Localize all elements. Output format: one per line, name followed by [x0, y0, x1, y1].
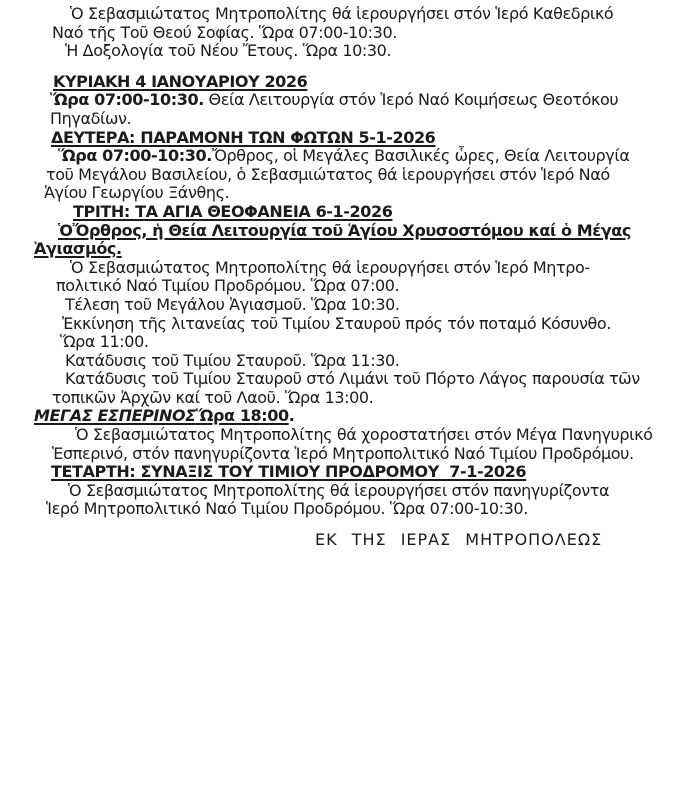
- text-run: τοῦ Μεγάλου Βασιλείου, ὁ Σεβασμιώτατος θά ἱερουργήσει στόν Ἱερό Ναό: [46, 164, 610, 184]
- paragraph-line: [50, 110, 656, 129]
- heading-monday-5-january: [51, 129, 656, 148]
- text-run: ΜΕΓΑΣ ΕΣΠΕΡΙΝΟΣ: [34, 406, 196, 426]
- paragraph-line: [65, 42, 656, 61]
- paragraph-line: [70, 5, 656, 24]
- paragraph-line: [52, 445, 656, 464]
- paragraph-line: [60, 333, 656, 352]
- heading-sunday-4-january: [53, 73, 656, 92]
- paragraph-line: [52, 24, 656, 43]
- text-run: ΕΚ ΤΗΣ ΙΕΡΑΣ ΜΗΤΡΟΠΟΛΕΩΣ: [315, 530, 603, 550]
- paragraph-line: [75, 426, 656, 445]
- text-run: Ὄρθρος, οἱ Μεγάλες Βασιλικές ὧρες, Θεία Λειτουργία: [211, 146, 630, 166]
- heading-orthros-agiasmos-cont: [34, 240, 656, 259]
- text-run: Θεία Λειτουργία στόν Ἱερό Ναό Κοιμήσεως Θεοτόκου: [203, 90, 619, 110]
- text-run: ΚΥΡΙΑΚΗ 4 ΙΑΝΟΥΑΡΙΟΥ 2026: [53, 71, 308, 91]
- paragraph-line: [56, 277, 656, 296]
- schedule-text: [34, 5, 656, 550]
- text-run: Ὥρα 07:00-10:30.: [58, 146, 212, 166]
- text-run: Ὁ Σεβασμιώτατος Μητροπολίτης θά ἱερουργήσει στόν Ἱερό Μητρο-: [70, 257, 590, 277]
- text-run: Ὥρα 11:00.: [60, 332, 149, 352]
- closing-line: [315, 531, 656, 550]
- text-run: Πηγαδίων.: [50, 108, 132, 128]
- text-run: Ὥρα 18:00: [195, 406, 289, 426]
- heading-tuesday-6-january: [73, 203, 656, 222]
- text-run: .: [288, 406, 295, 426]
- text-run: ΔΕΥΤΕΡΑ: ΠΑΡΑΜΟΝΗ ΤΩΝ ΦΩΤΩΝ 5-1-2026: [51, 127, 436, 147]
- text-run: Ἡ Δοξολογία τοῦ Νέου Ἔτους. Ὥρα 10:30.: [65, 41, 392, 61]
- paragraph-line: [70, 259, 656, 278]
- text-run: Ἑσπερινό, στόν πανηγυρίζοντα Ἱερό Μητροπολιτικό Ναό Τιμίου Προδρόμου.: [52, 443, 634, 463]
- text-run: τοπικῶν Ἀρχῶν καί τοῦ Λαοῦ. Ὥρα 13:00.: [52, 387, 374, 407]
- text-run: Ναό τῆς Τοῦ Θεού Σοφίας. Ὥρα 07:00-10:30.: [52, 22, 397, 42]
- text-run: ὉὌρθρος, ἡ Θεία Λειτουργία τοῦ Ἁγίου Χρυσοστόμου καί ὁ Μέγας: [58, 220, 631, 240]
- heading-wednesday-7-january: [51, 463, 656, 482]
- paragraph-line: [52, 389, 656, 408]
- text-run: Ὁ Σεβασμιώτατος Μητροπολίτης θά χοροστατήσει στόν Μέγα Πανηγυρικό: [75, 425, 653, 445]
- text-run: Ὥρα 07:00-10:30.: [50, 90, 204, 110]
- paragraph-line: [62, 315, 656, 334]
- text-run: Κατάδυσις τοῦ Τιμίου Σταυροῦ. Ὥρα 11:30.: [65, 350, 400, 370]
- paragraph-line: [68, 482, 656, 501]
- text-run: Ἱερό Μητροπολιτικό Ναό Τιμίου Προδρόμου. Ὥρα 07:00-10:30.: [46, 499, 528, 519]
- paragraph-line: [65, 296, 656, 315]
- text-run: ΤΡΙΤΗ: ΤΑ ΑΓΙΑ ΘΕΟΦΑΝΕΙΑ 6-1-2026: [73, 201, 393, 221]
- text-run: Κατάδυσις τοῦ Τιμίου Σταυροῦ στό Λιμάνι τοῦ Πόρτο Λάγος παρουσία τῶν: [65, 369, 640, 389]
- text-run: Ἁγίου Γεωργίου Ξάνθης.: [44, 183, 230, 203]
- paragraph-line: [58, 147, 656, 166]
- paragraph-line: [50, 91, 656, 110]
- paragraph-line: [65, 352, 656, 371]
- text-run: Ὁ Σεβασμιώτατος Μητροπολίτης θά ἱερουργήσει στόν πανηγυρίζοντα: [68, 480, 610, 500]
- paragraph-line: [65, 370, 656, 389]
- text-run: Ὁ Σεβασμιώτατος Μητροπολίτης θά ἱερουργήσει στόν Ἱερό Καθεδρικό: [70, 4, 614, 23]
- paragraph-line: [46, 500, 656, 519]
- heading-great-vespers: [34, 407, 656, 426]
- text-run: ΤΕΤΑΡΤΗ: ΣΥΝΑΞΙΣ ΤΟΥ ΤΙΜΙΟΥ ΠΡΟΔΡΟΜΟΥ 7-1-2026: [51, 462, 527, 482]
- text-run: Ἁγιασμός.: [34, 239, 122, 259]
- paragraph-line: [44, 184, 656, 203]
- text-run: Ἐκκίνηση τῆς λιτανείας τοῦ Τιμίου Σταυροῦ πρός τόν ποταμό Κόσυνθο.: [62, 313, 611, 333]
- heading-orthros-agiasmos: [58, 222, 656, 241]
- text-run: πολιτικό Ναό Τιμίου Προδρόμου. Ὥρα 07:00.: [56, 276, 400, 296]
- paragraph-line: [46, 166, 656, 185]
- text-run: Τέλεση τοῦ Μεγάλου Ἁγιασμοῦ. Ὥρα 10:30.: [65, 294, 400, 314]
